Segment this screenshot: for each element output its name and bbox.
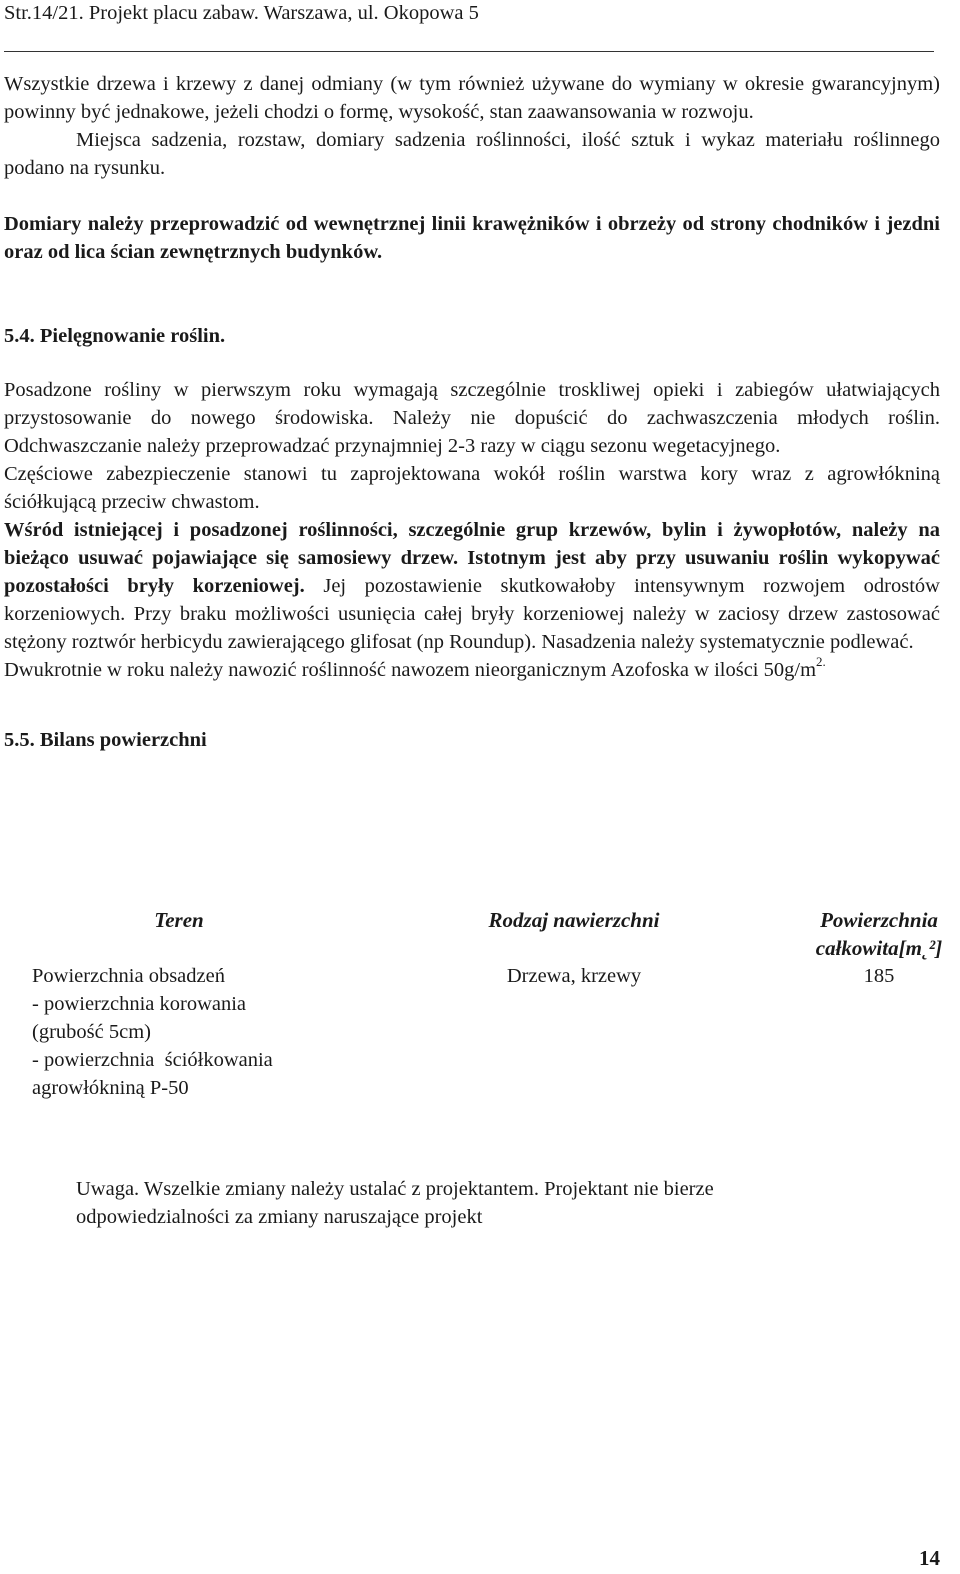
paragraph-planting-locations: Miejsca sadzenia, rozstaw, domiary sadzenia roślinności, ilość sztuk i wykaz materiału roślinnego podano na rysunku. xyxy=(4,129,940,179)
paragraph-bark-protection: Częściowe zabezpieczenie stanowi tu zaprojektowana wokół roślin warstwa kory wraz z agrowłókniną ściółkującą przeciw chwastom. xyxy=(4,463,940,513)
self-seeding-normal-text: Jej pozostawienie skutkowałoby intensywnym rozwojem odrostów korzeniowych. Przy braku możliwości usunięcia całej bryły korzeniowej należy w zaciosy drzew zastosować stężony roztwór herbicydu zawierającego glifosat (np Roundup). Nasadzenia należy systematycznie podlewać. xyxy=(4,575,940,653)
table-header-rodzaj: Rodzaj nawierzchni xyxy=(488,908,660,932)
header-text: Str.14/21. Projekt placu zabaw. Warszawa, ul. Okopowa 5 xyxy=(4,2,479,24)
teren-line: - powierzchnia korowania xyxy=(32,993,247,1015)
paragraph-care-first-year: Posadzone rośliny w pierwszym roku wymagają szczególnie troskliwej opieki i zabiegów ułatwiających przystosowanie do nowego środowiska. Należy nie dopuścić do zachwaszczenia młodych roślin. Odchwaszczanie należy przeprowadzać przynajmniej 2-3 razy w ciągu sezonu wegetacyjnego. xyxy=(4,379,940,457)
paragraph-uniformity: Wszystkie drzewa i krzewy z danej odmiany (w tym również używane do wymiany w okresie gwarancyjnym) powinny być jednakowe, jeżeli chodzi o formę, wysokość, stan zaawansowania w rozwoju. xyxy=(4,73,940,123)
section-heading-area-balance: 5.5. Bilans powierzchni xyxy=(4,729,207,751)
paragraph-fertilizing xyxy=(4,656,940,684)
fertilizing-text: Dwukrotnie w roku należy nawozić roślinność nawozem nieorganicznym Azofoska w ilości 50g/m xyxy=(4,659,817,681)
area-balance-table xyxy=(4,906,960,1106)
table-cell-rodzaj: Drzewa, krzewy xyxy=(506,965,642,987)
self-seeding-bold-text: Wśród istniejącej i posadzonej roślinności, szczególnie grup krzewów, bylin i żywopłotów, należy na bieżąco usuwać pojawiające się samosiewy drzew. Istotnym jest aby przy usuwaniu roślin wykopywać pozostałości bryły korzeniowej. xyxy=(4,519,940,597)
document-body xyxy=(4,70,940,754)
paragraph-self-seeding xyxy=(4,516,940,656)
table-cell-teren xyxy=(32,962,372,1102)
table-header-teren: Teren xyxy=(154,908,204,932)
note-line: Uwaga. Wszelkie zmiany należy ustalać z projektantem. Projektant nie bierze xyxy=(76,1178,714,1200)
note-block xyxy=(76,1175,876,1231)
table-cell-powierzchnia: 185 xyxy=(863,965,895,987)
teren-line: (grubość 5cm) xyxy=(32,1021,151,1043)
section-heading-plant-care: 5.4. Pielęgnowanie roślin. xyxy=(4,325,226,347)
paragraph-measurements: Domiary należy przeprowadzić od wewnętrznej linii krawężników i obrzeży od strony chodników i jezdni oraz od lica ścian zewnętrznych budynków. xyxy=(4,213,940,263)
fertilizing-superscript: 2. xyxy=(816,654,826,670)
note-line: odpowiedzialności za zmiany naruszające projekt xyxy=(76,1206,483,1228)
page-number: 14 xyxy=(919,1546,940,1570)
teren-line: Powierzchnia obsadzeń xyxy=(32,965,225,987)
teren-line: - powierzchnia ściółkowania xyxy=(32,1049,273,1071)
table-header-powierzchnia: Powierzchnia całkowita[m˛²] xyxy=(815,908,943,960)
page-header xyxy=(4,0,934,52)
teren-line: agrowłókniną P-50 xyxy=(32,1077,189,1099)
